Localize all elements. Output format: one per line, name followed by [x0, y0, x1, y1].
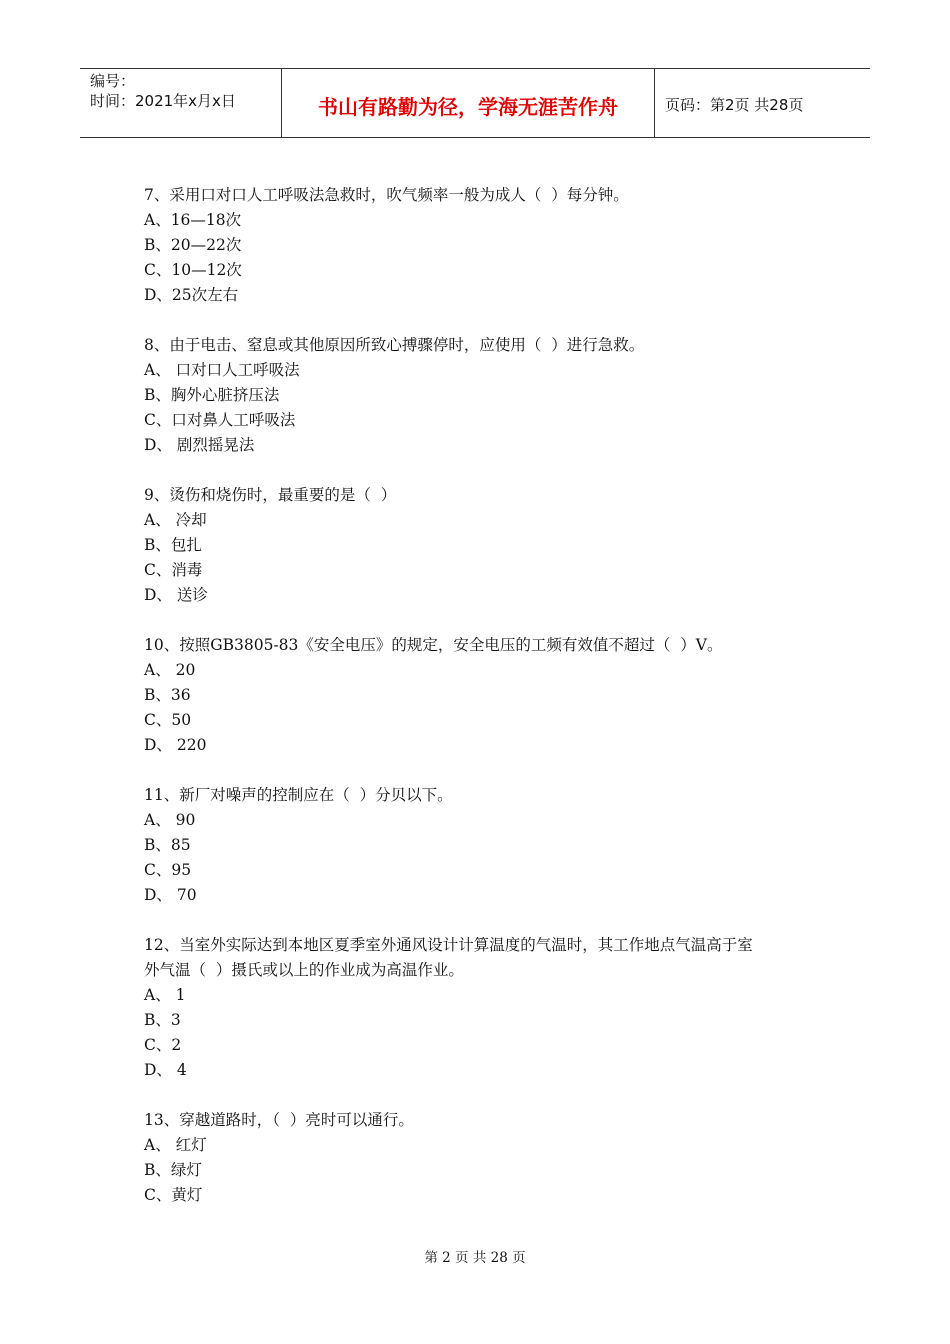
answer-option: A、16—18次: [144, 211, 242, 229]
question-block: [144, 333, 824, 458]
answer-option: B、20—22次: [144, 236, 242, 254]
question-text: 12、当室外实际达到本地区夏季室外通风设计计算温度的气温时，其工作地点气温高于室: [144, 936, 753, 954]
page-footer: 第 2 页 共 28 页: [424, 1250, 526, 1266]
answer-option: B、3: [144, 1011, 181, 1029]
answer-option: B、绿灯: [144, 1161, 202, 1179]
question-text: 8、由于电击、窒息或其他原因所致心搏骤停时，应使用（ ）进行急救。: [144, 336, 645, 354]
answer-option: A、 红灯: [144, 1136, 207, 1154]
question-text: 外气温（ ）摄氏或以上的作业成为高温作业。: [144, 961, 464, 979]
answer-option: D、 220: [144, 736, 207, 754]
question-block: [144, 183, 824, 308]
answer-option: A、 口对口人工呼吸法: [144, 361, 300, 379]
question-list: [144, 183, 824, 1233]
question-text: 9、烫伤和烧伤时，最重要的是（ ）: [144, 486, 397, 504]
answer-option: B、36: [144, 686, 191, 704]
page-header: [80, 68, 870, 138]
answer-option: C、黄灯: [144, 1186, 203, 1204]
answer-option: D、25次左右: [144, 286, 239, 304]
question-block: [144, 933, 824, 1083]
header-meta: [80, 69, 282, 137]
answer-option: A、 20: [144, 661, 196, 679]
question-block: [144, 633, 824, 758]
question-text: 10、按照GB3805-83《安全电压》的规定，安全电压的工频有效值不超过（ ）V。: [144, 636, 723, 654]
answer-option: A、 1: [144, 986, 186, 1004]
answer-option: B、包扎: [144, 536, 202, 554]
answer-option: D、 70: [144, 886, 197, 904]
question-text: 13、穿越道路时，（ ）亮时可以通行。: [144, 1111, 414, 1129]
answer-option: C、消毒: [144, 561, 203, 579]
answer-option: C、2: [144, 1036, 182, 1054]
header-motto: 书山有路勤为径，学海无涯苦作舟: [282, 69, 655, 137]
time-label: 时间：2021年x月x日: [90, 92, 236, 110]
answer-option: C、口对鼻人工呼吸法: [144, 411, 296, 429]
question-block: [144, 1108, 824, 1208]
question-text: 7、采用口对口人工呼吸法急救时，吹气频率一般为成人（ ）每分钟。: [144, 186, 629, 204]
question-block: [144, 483, 824, 608]
answer-option: D、 4: [144, 1061, 187, 1079]
answer-option: B、胸外心脏挤压法: [144, 386, 280, 404]
answer-option: C、50: [144, 711, 192, 729]
question-text: 11、新厂对噪声的控制应在（ ）分贝以下。: [144, 786, 453, 804]
answer-option: A、 冷却: [144, 511, 207, 529]
answer-option: D、 剧烈摇晃法: [144, 436, 255, 454]
answer-option: A、 90: [144, 811, 196, 829]
header-page-info: 页码：第2页 共28页: [665, 95, 804, 114]
answer-option: B、85: [144, 836, 191, 854]
answer-option: C、95: [144, 861, 192, 879]
number-label: 编号：: [90, 72, 136, 90]
answer-option: D、 送诊: [144, 586, 208, 604]
answer-option: C、10—12次: [144, 261, 242, 279]
question-block: [144, 783, 824, 908]
